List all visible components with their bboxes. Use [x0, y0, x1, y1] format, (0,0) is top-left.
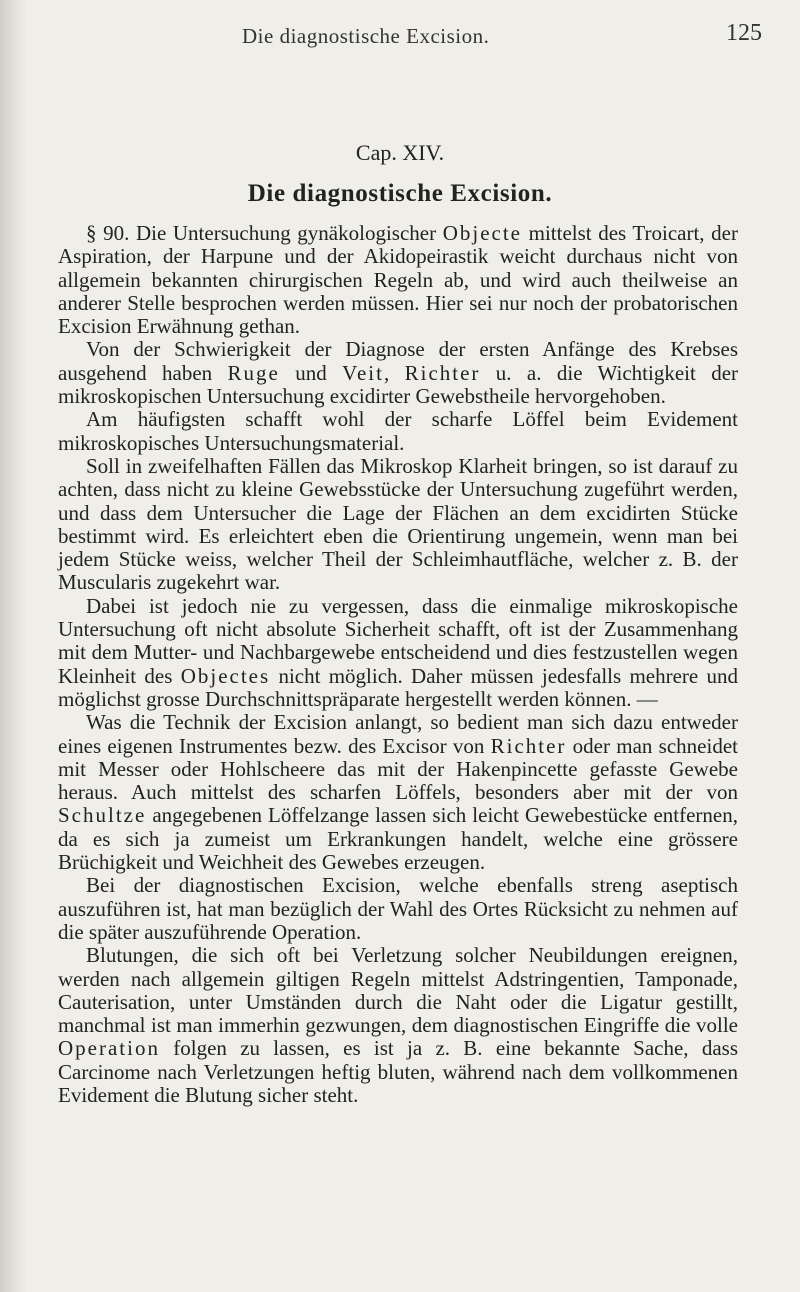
text-segment: folgen zu lassen, es ist ja z. B. eine bekannte Sache, dass Carcinome nach Verletzungen heftig bluten, während nach dem vollkommenen Evidement die Blutung sicher steht.: [58, 1036, 738, 1107]
paragraph: [58, 338, 738, 408]
text-segment: Am häufigsten schafft wohl der scharfe Löffel beim Evidement mikroskopisches Untersuchungsmaterial.: [58, 407, 738, 455]
text-segment: und: [279, 360, 343, 385]
text-segment: Von der Schwierigkeit der Diagnose der ersten Anfänge des Krebses ausgehend haben: [58, 337, 738, 385]
spaced-name: Ruge: [227, 360, 280, 385]
text-segment: Was die Technik der Excision anlangt, so bedient man sich dazu entweder eines eigenen Instrumentes bezw. des Excisor von: [58, 710, 738, 758]
text-segment: nicht möglich. Daher müssen jedesfalls mehrere und möglichst grosse Durchschnittspräparate hergestellt werden können. —: [58, 663, 739, 711]
paragraph: [58, 874, 738, 944]
text-segment: § 90. Die Untersuchung gynäkologischer: [86, 221, 443, 245]
spaced-name: Schultze: [58, 803, 147, 828]
spaced-name: Veit: [342, 360, 384, 385]
body-text: [58, 222, 738, 1107]
paragraph: [58, 222, 738, 338]
text-segment: Bei der diagnostischen Excision, welche ebenfalls streng aseptisch auszuführen ist, hat man bezüglich der Wahl des Ortes Rücksicht zu nehmen auf die später auszuführende Operation.: [58, 873, 738, 944]
text-segment: angegebenen Löffelzange lassen sich leicht Gewebestücke entfernen, da es sich ja zumeist um Erkrankungen handelt, welche eine grössere Brüchigkeit und Weichheit des Gewebes erzeugen.: [58, 803, 738, 875]
section-heading: Die diagnostische Excision.: [247, 180, 553, 207]
paragraph: [58, 711, 738, 874]
running-header: [0, 18, 800, 58]
page-number: 125: [726, 20, 762, 46]
spaced-name: Richter: [404, 360, 481, 385]
text-segment: Soll in zweifelhaften Fällen das Mikroskop Klarheit bringen, so ist darauf zu achten, dass nicht zu kleine Gewebsstücke der Untersuchung zugeführt werden, und dass dem Untersucher die Lage der Flächen an dem excidirten Stücke bestimmt wird. Es erleichtert eben die Orientirung ungemein, wenn man bei jedem Stücke weiss, welcher Theil der Schleimhautfläche, welcher z. B. der Muscularis zugekehrt war.: [58, 453, 738, 595]
paragraph: [58, 408, 738, 455]
text-segment: Blutungen, die sich oft bei Verletzung solcher Neubildungen ereignen, werden nach allgemein giltigen Regeln mittelst Adstringentien, Tamponade, Cauterisation, unter Umständen durch die Naht oder die Ligatur gestillt, manchmal ist man immerhin gezwungen, dem diagnostischen Eingriffe die volle: [58, 943, 738, 1038]
paragraph: [58, 944, 738, 1107]
spaced-name: Richter: [490, 733, 567, 758]
text-segment: u. a. die Wichtigkeit der mikroskopischen Untersuchung excidirter Gewebstheile hervorgehoben.: [58, 360, 739, 409]
chapter-label: Cap. XIV.: [355, 140, 445, 165]
running-title: Die diagnostische Excision.: [242, 24, 490, 48]
text-segment: oder man schneidet mit Messer oder Hohlscheere das mit der Hakenpincette gefasste Gewebe heraus. Auch mittelst des scharfen Löffels, besonders aber mit der von: [58, 733, 738, 805]
spaced-name: Objecte: [442, 221, 522, 245]
paragraph: [58, 595, 738, 711]
spaced-name: Objectes: [180, 663, 271, 688]
text-segment: mittelst des Troicart, der Aspiration, der Harpune und der Akidopeirastik weicht durchaus nicht von allgemein bekannten chirurgischen Regeln ab, und wird auch theilweise an anderer Stelle besprochen werden müssen. Hier sei nur noch der probatorischen Excision Erwähnung gethan.: [58, 221, 738, 339]
text-segment: ,: [383, 360, 405, 385]
text-segment: Dabei ist jedoch nie zu vergessen, dass die einmalige mikroskopische Untersuchung oft nicht absolute Sicherheit schafft, oft ist der Zusammenhang mit dem Mutter- und Nachbargewebe entscheidend und dies festzustellen wegen Kleinheit des: [58, 593, 738, 688]
paragraph: [58, 455, 738, 595]
spaced-name: Operation: [58, 1036, 160, 1061]
